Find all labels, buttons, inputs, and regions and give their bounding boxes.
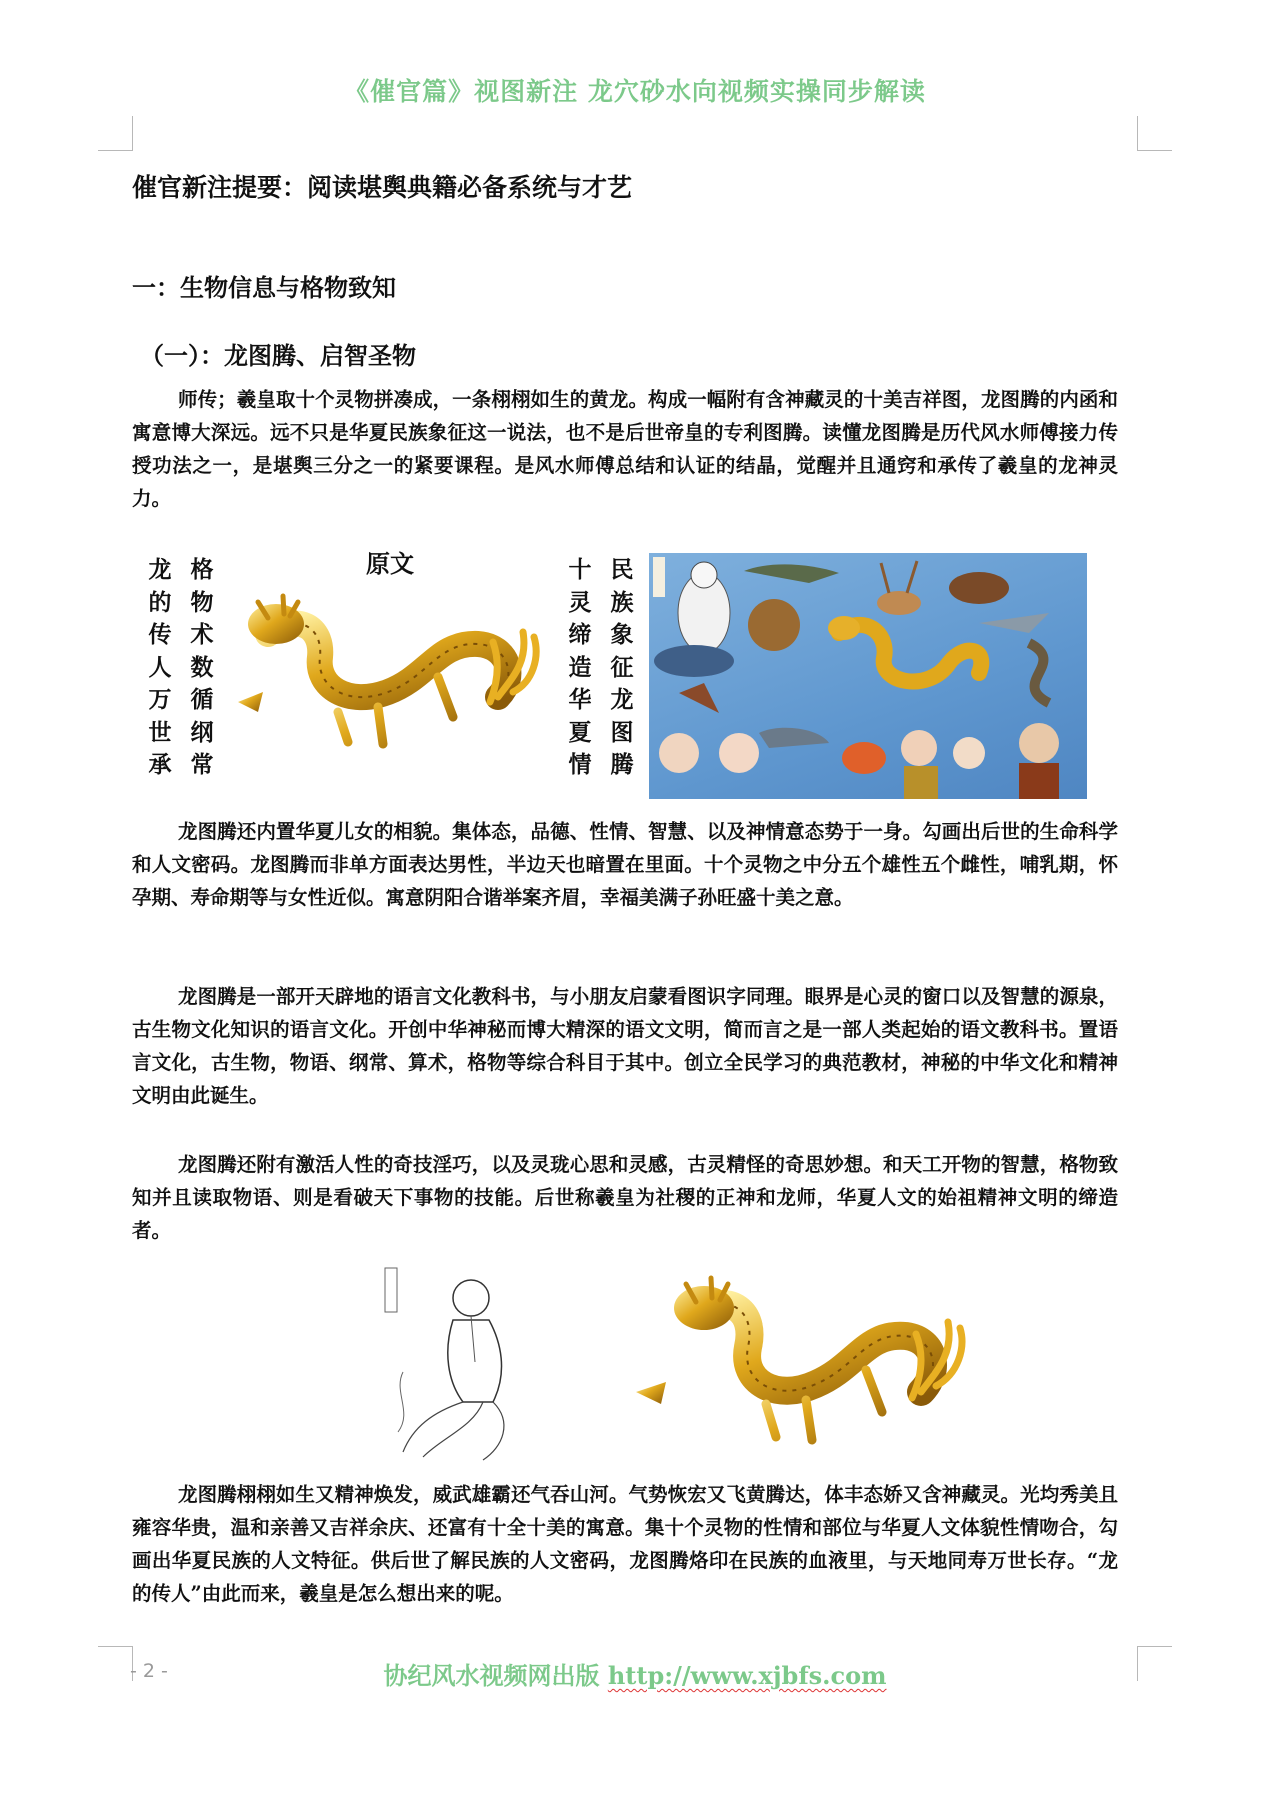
vertical-text-column-1: 龙 的 传 人 万 世 承 xyxy=(148,556,172,778)
subsection-heading: （一）：龙图腾、启智圣物 xyxy=(140,341,416,370)
vertical-text-column-2: 格 物 术 数 循 纲 常 xyxy=(190,556,214,778)
vertical-text-column-3: 十 灵 缔 造 华 夏 情 xyxy=(568,556,592,778)
publisher-name: 协纪风水视频网出版 xyxy=(383,1661,600,1690)
paragraph-5: 龙图腾栩栩如生又精神焕发，威武雄霸还气吞山河。气势恢宏又飞黄腾达，体丰态娇又含神藏灵。光均秀美且雍容华贵，温和亲善又吉祥余庆、还富有十全十美的寓意。集十个灵物的性情和部位与华夏人文体貌性情吻合，勾画出华夏民族的人文特征。供后世了解民族的人文密码，龙图腾烙印在民族的血液里，与天地同寿万世长存。“龙的传人”由此而来，羲皇是怎么想出来的呢。 xyxy=(132,1483,1118,1605)
paragraph-2: 龙图腾还内置华夏儿女的相貌。集体态，品德、性情、智慧、以及神情意态势于一身。勾画出后世的生命科学和人文密码。龙图腾而非单方面表达男性，半边天也暗置在里面。十个灵物之中分五个雄性五个雌性，哺乳期，怀孕期、寿命期等与女性近似。寓意阴阳合谐举案齐眉，幸福美满子孙旺盛十美之意。 xyxy=(132,820,1118,909)
main-heading: 催官新注提要：阅读堪舆典籍必备系统与才艺 xyxy=(132,173,633,202)
page-number: - 2 - xyxy=(130,1660,168,1682)
paragraph-1: 师传；羲皇取十个灵物拼凑成，一条栩栩如生的黄龙。构成一幅附有含神藏灵的十美吉祥图，龙图腾的内函和寓意博大深远。远不只是华夏民族象征这一说法，也不是后世帝皇的专利图腾。读懂龙图腾是历代风水师傅接力传授功法之一，是堪舆三分之一的紧要课程。是风水师傅总结和认证的结晶，觉醒并且通窍和承传了羲皇的龙神灵力。 xyxy=(132,388,1118,510)
publisher-url-link[interactable]: http://www.xjbfs.com xyxy=(607,1661,887,1690)
paragraph-4: 龙图腾还附有激活人性的奇技淫巧，以及灵珑心思和灵感，古灵精怪的奇思妙想。和天工开物的智慧，格物致知并且读取物语、则是看破天下事物的技能。后世称羲皇为社稷的正神和龙师，华夏人文的始祖精神文明的缔造者。 xyxy=(132,1153,1118,1242)
page-footer xyxy=(0,1656,1270,1691)
golden-dragon-image-2 xyxy=(636,1272,971,1452)
paragraph-3: 龙图腾是一部开天辟地的语言文化教科书，与小朋友启蒙看图识字同理。眼界是心灵的窗口以及智慧的源泉，古生物文化知识的语言文化。开创中华神秘而博大精深的语文文明，简而言之是一部人类起始的语文教科书。置语言文化，古生物，物语、纲常、算术，格物等综合科目于其中。创立全民学习的典范教材，神秘的中华文化和精神文明由此诞生。 xyxy=(132,985,1118,1107)
page-header: 《催官篇》视图新注 龙穴砂水向视频实操同步解读 xyxy=(344,77,926,106)
vertical-text-column-4: 民 族 象 征 龙 图 腾 xyxy=(610,556,634,778)
section-heading: 一：生物信息与格物致知 xyxy=(132,273,396,302)
crop-mark-top-left xyxy=(98,116,133,151)
figure-caption: 原文 xyxy=(366,549,414,578)
golden-dragon-image xyxy=(228,582,548,757)
ten-creatures-collage xyxy=(649,553,1087,799)
crop-mark-top-right xyxy=(1137,116,1172,151)
fuxi-line-drawing-image xyxy=(383,1262,533,1462)
